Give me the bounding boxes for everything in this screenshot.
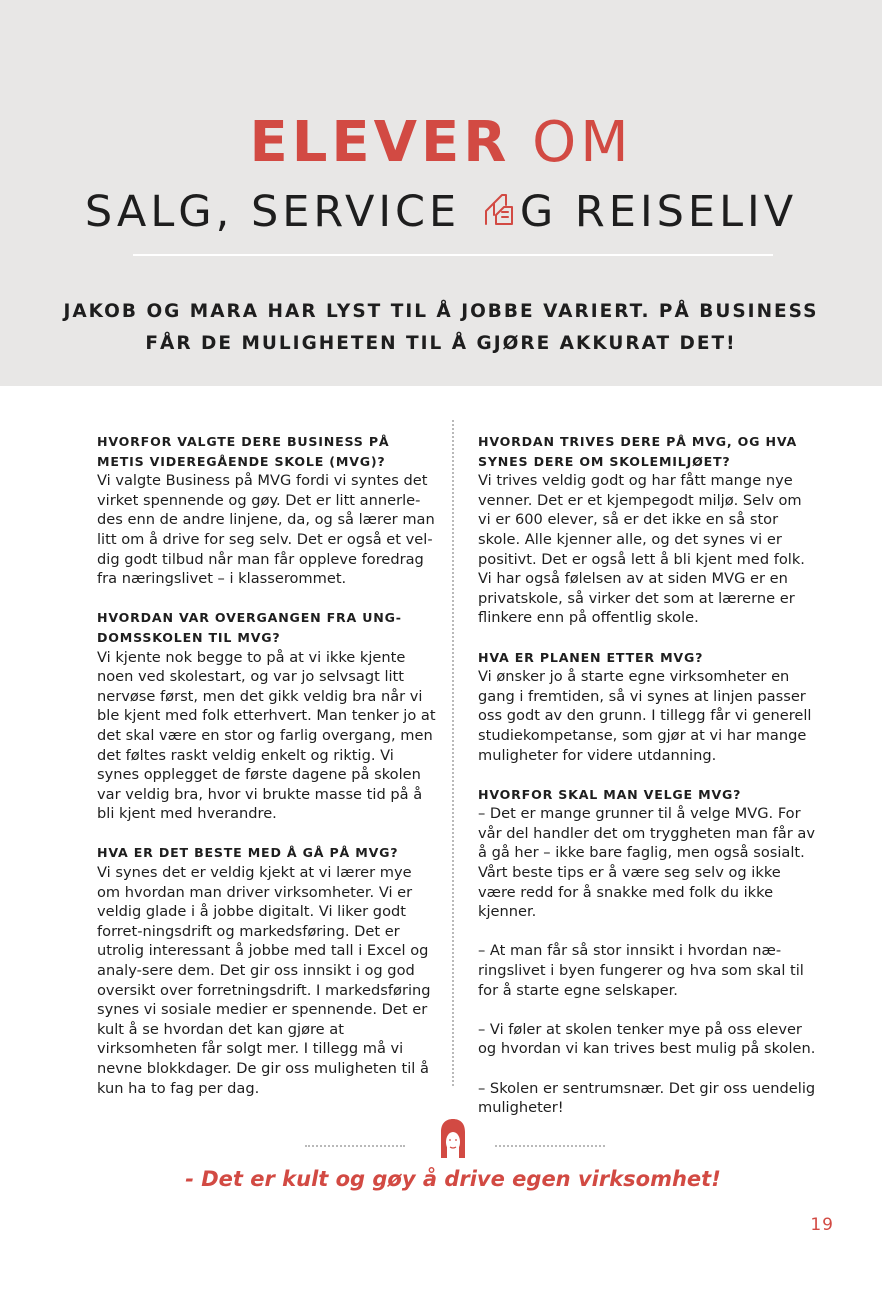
answer: Vi synes det er veldig kjekt at vi lærer mye om hvordan man driver virksomheter. Vi er veldig glade i å jobbe digitalt. Vi liker godt forret-ningsdrift og markedsføring. Det er utrolig interessant å jobbe med tall i Excel og analy-sere dem. Det gir oss innsikt i og god oversikt over forretningsdrift. I markedsføring synes vi sosiale medier er spennende. Det er kult å se hvordan det kan gjøre at virksomheten får solgt mer. I tillegg må vi nevne blokkdager. De gir oss muligheten til å kun ha to fag per dag. — [97, 864, 431, 1097]
title-divider — [133, 254, 773, 256]
question: HVA ER DET BESTE MED Å GÅ PÅ MVG? — [97, 845, 399, 861]
question: HVORFOR VALGTE DERE BUSINESS PÅ METIS VIDEREGÅENDE SKOLE (MVG)? — [97, 434, 390, 469]
subtitle-part1: SALG, SERVICE — [84, 187, 461, 237]
answer: Vi ønsker jo å starte egne virksomheter en gang i fremtiden, så vi synes at linjen passer oss godt av den grunn. I tillegg får vi generell studiekompetanse, som gjør at vi har mange muligheter for videre utdanning. — [478, 668, 812, 764]
qa-block — [97, 843, 437, 1098]
face-icon — [439, 1118, 467, 1160]
right-column — [478, 432, 818, 1137]
left-column — [97, 432, 437, 1118]
question: HVORFOR SKAL MAN VELGE MVG? — [478, 786, 742, 802]
title-light: OM — [532, 110, 633, 175]
page-subtitle — [0, 186, 882, 238]
pull-quote: - Det er kult og gøy å drive egen virksomhet! — [185, 1167, 721, 1191]
question: HVA ER PLANEN ETTER MVG? — [478, 649, 704, 665]
page-title — [0, 110, 882, 176]
answer: Vi trives veldig godt og har fått mange nye venner. Det er et kjempegodt miljø. Selv om vi er 600 elever, så er det ikke en så stor skole. Alle kjenner alle, og det synes vi er positivt. Det er også lett å bli kjent med folk. Vi har også følelsen av at siden MVG er en privatskole, så virker det som at lærerne er flinkere enn på offentlig skole. — [478, 472, 805, 627]
intro-line-2: FÅR DE MULIGHETEN TIL Å GJØRE AKKURAT DET! — [145, 333, 737, 354]
header-banner — [0, 0, 882, 386]
footer-divider-right — [495, 1145, 605, 1147]
qa-block — [478, 648, 818, 766]
answer: – Det er mange grunner til å velge MVG. For vår del handler det om tryggheten man får av å gå her – ikke bare faglig, men også sosialt. Vårt beste tips er å være seg selv og ikke være redd for å snakke med folk du ikke kjenner. – At man får så stor innsikt i hvordan næ-ringslivet i byen fungerer og hva som skal til for å starte egne selskaper. – Vi føler at skolen tenker mye på oss elever og hvordan vi kan trives best mulig på skolen. – Skolen er sentrumsnær. Det gir oss uendelig muligheter! — [478, 805, 816, 1117]
footer-divider-left — [305, 1145, 405, 1147]
qa-block — [97, 608, 437, 824]
intro-text — [60, 296, 822, 360]
page-number: 19 — [810, 1215, 834, 1235]
intro-line-1: JAKOB OG MARA HAR LYST TIL Å JOBBE VARIERT. PÅ BUSINESS — [63, 301, 819, 322]
hand-icon — [482, 189, 520, 227]
qa-block — [478, 785, 818, 1118]
question: HVORDAN VAR OVERGANGEN FRA UNG-DOMSSKOLEN TIL MVG? — [97, 610, 402, 645]
answer: Vi valgte Business på MVG fordi vi syntes det virket spennende og gøy. Det er litt annerle-des enn de andre linjene, da, og så lærer man litt om å drive for seg selv. Det er også et vel-dig godt tilbud når man får oppleve foredrag fra næringslivet – i klasserommet. — [97, 472, 435, 588]
question: HVORDAN TRIVES DERE PÅ MVG, OG HVA SYNES DERE OM SKOLEMILJØET? — [478, 434, 798, 469]
title-bold: ELEVER — [249, 110, 511, 175]
column-divider — [452, 420, 454, 1086]
subtitle-part2: G REISELIV — [519, 187, 798, 237]
qa-block — [478, 432, 818, 628]
qa-block — [97, 432, 437, 589]
answer: Vi kjente nok begge to på at vi ikke kjente noen ved skolestart, og var jo selvsagt litt nervøse først, men det gikk veldig bra når vi ble kjent med folk etterhvert. Man tenker jo at det skal være en stor og farlig overgang, men det føltes raskt veldig enkelt og riktig. Vi synes opplegget de første dagene på skolen var veldig bra, hvor vi brukte masse tid på å bli kjent med hverandre. — [97, 648, 436, 823]
